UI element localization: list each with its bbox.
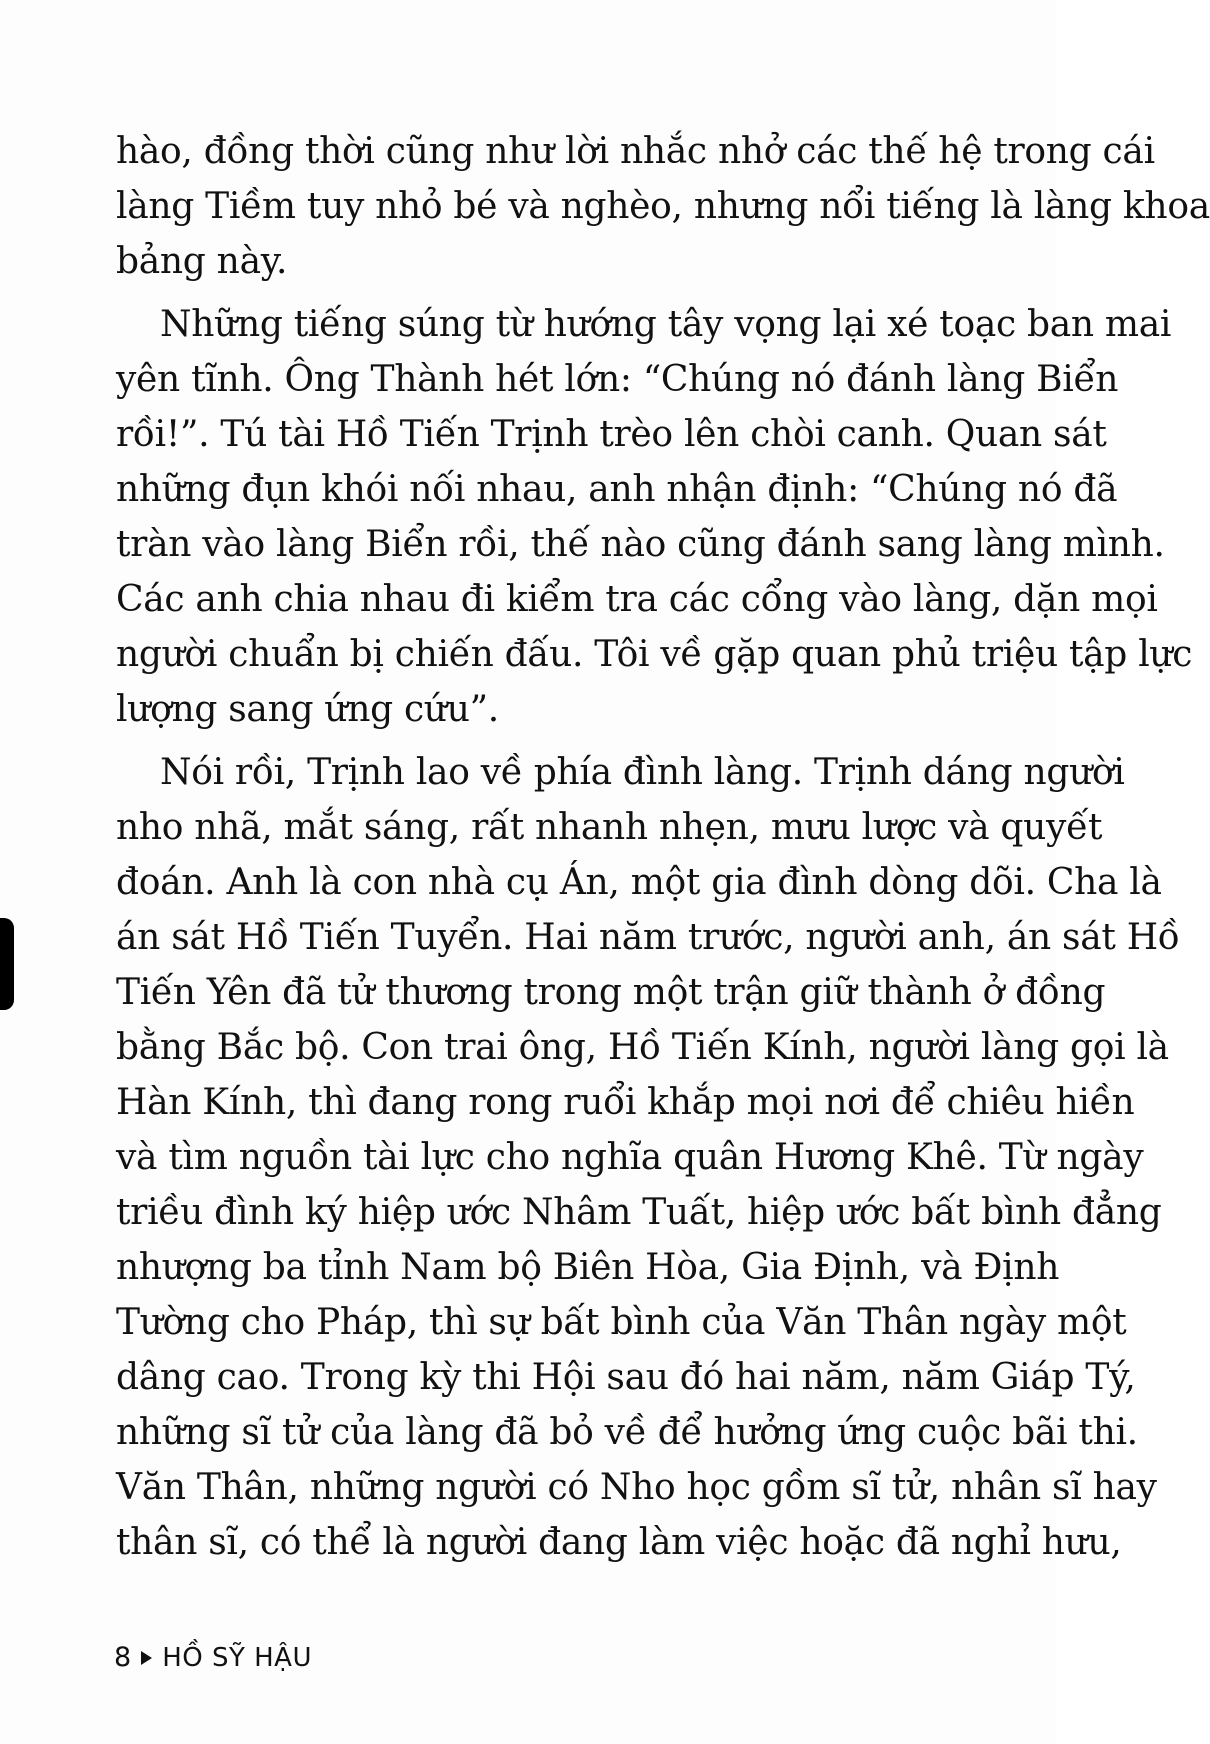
text-line: tràn vào làng Biển rồi, thế nào cũng đánh sang làng mình.: [116, 524, 1165, 565]
text-line: Các anh chia nhau đi kiểm tra các cổng vào làng, dặn mọi: [116, 579, 1158, 620]
text-line: nhượng ba tỉnh Nam bộ Biên Hòa, Gia Định, và Định: [116, 1247, 1060, 1288]
text-line: Tiến Yên đã tử thương trong một trận giữ thành ở đồng: [116, 972, 1106, 1013]
paragraph-1: [116, 124, 1210, 289]
text-line: nho nhã, mắt sáng, rất nhanh nhẹn, mưu lược và quyết: [116, 807, 1103, 848]
text-line: yên tĩnh. Ông Thành hét lớn: “Chúng nó đánh làng Biển: [116, 359, 1119, 400]
text-line: làng Tiềm tuy nhỏ bé và nghèo, nhưng nổi tiếng là làng khoa: [116, 186, 1210, 227]
text-line: những đụn khói nối nhau, anh nhận định: “Chúng nó đã: [116, 469, 1118, 510]
binding-shadow: [0, 918, 14, 1010]
text-line: án sát Hồ Tiến Tuyển. Hai năm trước, người anh, án sát Hồ: [116, 917, 1180, 958]
paragraph-2: [116, 297, 1193, 737]
paragraph-3: [116, 745, 1180, 1570]
text-line: Hàn Kính, thì đang rong ruổi khắp mọi nơi để chiêu hiền: [116, 1082, 1135, 1123]
text-line: những sĩ tử của làng đã bỏ về để hưởng ứng cuộc bãi thi.: [116, 1412, 1138, 1453]
text-line: Tường cho Pháp, thì sự bất bình của Văn Thân ngày một: [116, 1302, 1127, 1343]
body-text: [116, 124, 1210, 1578]
text-line: hào, đồng thời cũng như lời nhắc nhở các thế hệ trong cái: [116, 131, 1155, 172]
text-line: dâng cao. Trong kỳ thi Hội sau đó hai năm, năm Giáp Tý,: [116, 1357, 1136, 1398]
text-line: bảng này.: [116, 241, 288, 282]
text-line: và tìm nguồn tài lực cho nghĩa quân Hương Khê. Từ ngày: [116, 1137, 1144, 1178]
text-line: đoán. Anh là con nhà cụ Án, một gia đình dòng dõi. Cha là: [116, 862, 1162, 903]
text-line: bằng Bắc bộ. Con trai ông, Hồ Tiến Kính, người làng gọi là: [116, 1027, 1169, 1068]
text-line: Văn Thân, những người có Nho học gồm sĩ tử, nhân sĩ hay: [116, 1467, 1157, 1508]
text-line: rồi!”. Tú tài Hồ Tiến Trịnh trèo lên chòi canh. Quan sát: [116, 414, 1107, 455]
author-name: HỒ SỸ HẬU: [162, 1642, 312, 1673]
text-line: người chuẩn bị chiến đấu. Tôi về gặp quan phủ triệu tập lực: [116, 634, 1193, 675]
text-line: lượng sang ứng cứu”.: [116, 689, 499, 730]
text-line: Những tiếng súng từ hướng tây vọng lại xé toạc ban mai: [160, 304, 1172, 345]
play-arrow-icon: [141, 1651, 152, 1665]
page-footer: [114, 1642, 312, 1673]
page-number: 8: [114, 1642, 132, 1673]
text-line: triều đình ký hiệp ước Nhâm Tuất, hiệp ước bất bình đẳng: [116, 1192, 1162, 1233]
text-line: thân sĩ, có thể là người đang làm việc hoặc đã nghỉ hưu,: [116, 1522, 1122, 1563]
text-line: Nói rồi, Trịnh lao về phía đình làng. Trịnh dáng người: [160, 752, 1125, 793]
